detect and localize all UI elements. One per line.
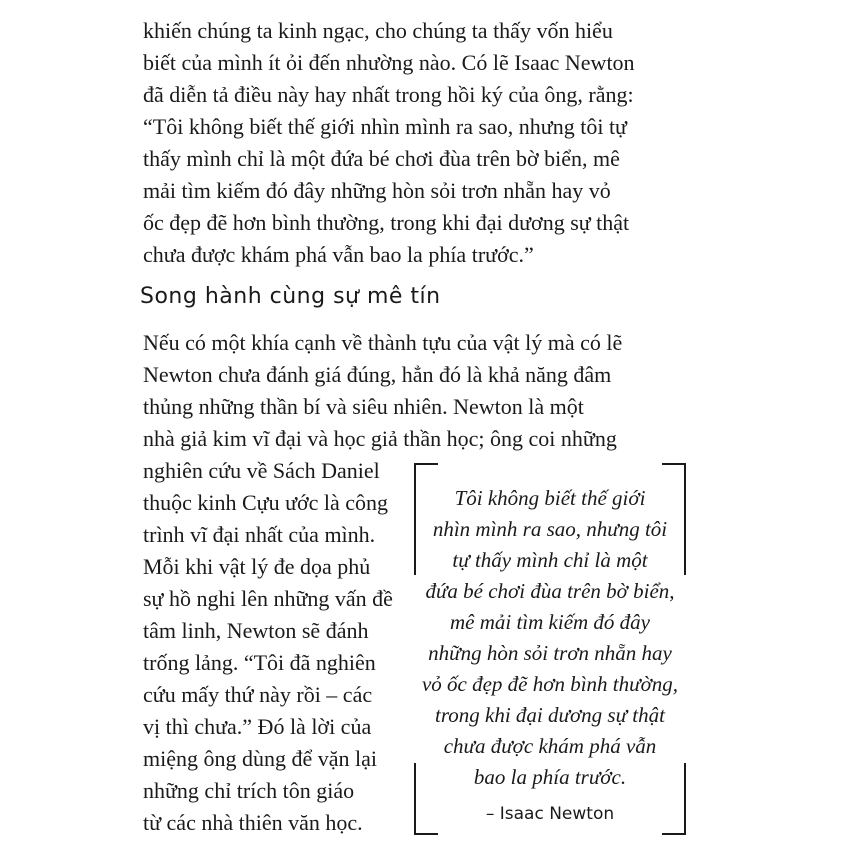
text-line: mải tìm kiếm đó đây những hòn sỏi trơn nhẵn hay vỏ xyxy=(143,178,611,203)
text-line: thủng những thần bí và siêu nhiên. Newton là một xyxy=(143,394,584,419)
pull-quote-line: đứa bé chơi đùa trên bờ biển, xyxy=(425,579,675,603)
text-line: “Tôi không biết thế giới nhìn mình ra sao, nhưng tôi tự xyxy=(143,114,627,139)
text-line: đã diễn tả điều này hay nhất trong hồi ký của ông, rằng: xyxy=(143,82,634,107)
text-line: thuộc kinh Cựu ước là công xyxy=(143,490,389,515)
text-line: nhà giả kim vĩ đại và học giả thần học; ông coi những xyxy=(143,426,617,451)
pull-quote-line: vỏ ốc đẹp đẽ hơn bình thường, xyxy=(421,672,679,696)
text-line: chưa được khám phá vẫn bao la phía trước.” xyxy=(143,242,534,267)
pull-quote-author: – Isaac Newton xyxy=(485,804,615,824)
pull-quote-line: chưa được khám phá vẫn xyxy=(443,734,657,758)
text-line: trống lảng. “Tôi đã nghiên xyxy=(143,650,376,675)
text-line: nghiên cứu về Sách Daniel xyxy=(143,458,380,483)
text-line: thấy mình chỉ là một đứa bé chơi đùa trên bờ biển, mê xyxy=(143,146,620,171)
text-line: Nếu có một khía cạnh về thành tựu của vật lý mà có lẽ xyxy=(143,330,623,355)
text-line: trình vĩ đại nhất của mình. xyxy=(143,522,376,547)
pull-quote-box xyxy=(414,463,686,835)
pull-quote-line: nhìn mình ra sao, nhưng tôi xyxy=(432,517,668,541)
text-line: sự hồ nghi lên những vấn đề xyxy=(143,586,393,611)
section-heading: Song hành cùng sự mê tín xyxy=(140,284,441,309)
text-line: từ các nhà thiên văn học. xyxy=(143,810,363,835)
text-line: miệng ông dùng để vặn lại xyxy=(143,746,378,771)
pull-quote-line: những hòn sỏi trơn nhẵn hay xyxy=(428,641,672,665)
text-line: Newton chưa đánh giá đúng, hẳn đó là khả năng đâm xyxy=(143,362,612,387)
text-line: những chỉ trích tôn giáo xyxy=(143,778,355,803)
text-line: ốc đẹp đẽ hơn bình thường, trong khi đại dương sự thật xyxy=(143,210,630,235)
text-line: cứu mấy thứ này rồi – các xyxy=(143,682,373,707)
pull-quote-line: bao la phía trước. xyxy=(473,765,627,789)
text-line: khiến chúng ta kinh ngạc, cho chúng ta thấy vốn hiểu xyxy=(143,18,613,43)
text-line: Mỗi khi vật lý đe dọa phủ xyxy=(143,554,371,579)
text-line: biết của mình ít ỏi đến nhường nào. Có lẽ Isaac Newton xyxy=(143,50,635,75)
text-line: tâm linh, Newton sẽ đánh xyxy=(143,618,369,643)
pull-quote-line: trong khi đại dương sự thật xyxy=(435,703,665,727)
pull-quote-line: mê mải tìm kiếm đó đây xyxy=(449,610,651,634)
pull-quote-line: Tôi không biết thế giới xyxy=(454,486,646,510)
pull-quote-line: tự thấy mình chỉ là một xyxy=(452,548,648,572)
text-line: vị thì chưa.” Đó là lời của xyxy=(143,714,372,739)
